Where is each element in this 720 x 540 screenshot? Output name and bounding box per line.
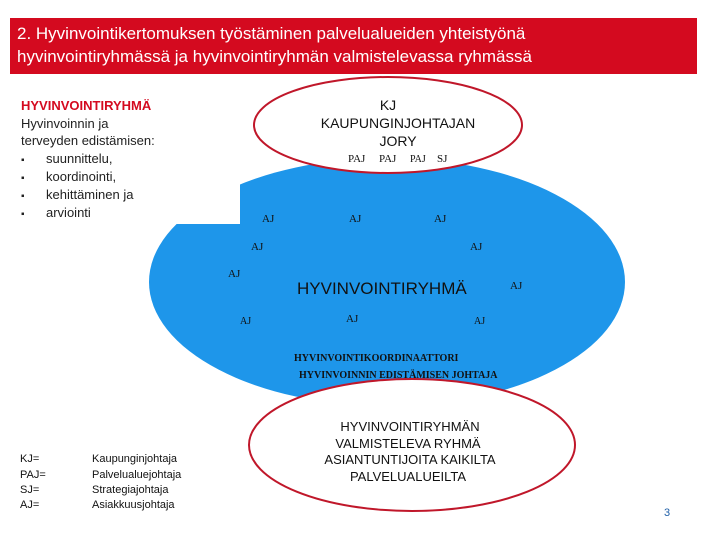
legend-meaning: Strategiajohtaja — [92, 484, 169, 496]
bullet-icon: ▪ — [21, 155, 25, 166]
aj-label: AJ — [434, 213, 447, 225]
coordinator-line-2: HYVINVOINNIN EDISTÄMISEN JOHTAJA — [299, 370, 498, 381]
left-box-item: ▪ koordinointi, — [21, 169, 117, 184]
left-box-line-2: terveyden edistämisen: — [21, 133, 155, 148]
bottom-ellipse-line-3: ASIANTUNTIJOITA KAIKILTA — [324, 452, 496, 467]
aj-label: AJ — [510, 280, 523, 292]
left-box-item: ▪ kehittäminen ja — [21, 187, 134, 202]
bottom-ellipse-line-4: PALVELUALUEILTA — [349, 469, 467, 484]
legend-meaning: Kaupunginjohtaja — [92, 453, 178, 465]
left-box-item: ▪ arviointi — [21, 205, 91, 220]
legend-abbr: AJ= — [20, 499, 40, 511]
aj-label: AJ — [228, 268, 241, 280]
member-label: SJ — [437, 153, 448, 165]
aj-label: AJ — [470, 241, 483, 253]
aj-label: AJ — [346, 313, 359, 325]
aj-label: AJ — [349, 213, 362, 225]
left-box-item: ▪ suunnittelu, — [21, 151, 113, 166]
slide-title-line-2: hyvinvointiryhmässä ja hyvinvointiryhmän valmistelevassa ryhmässä — [17, 47, 532, 66]
bottom-ellipse-line-1: HYVINVOINTIRYHMÄN — [340, 419, 480, 434]
legend-meaning: Asiakkuusjohtaja — [92, 499, 175, 511]
legend-abbr: SJ= — [20, 484, 40, 496]
coordinator-line-1: HYVINVOINTIKOORDINAATTORI — [294, 353, 459, 364]
member-label: PAJ — [379, 153, 397, 165]
legend-abbr: KJ= — [20, 453, 40, 465]
member-label: PAJ — [348, 153, 366, 165]
slide-title-line-1: 2. Hyvinvointikertomuksen työstäminen palvelualueiden yhteistyönä — [17, 24, 526, 43]
top-ellipse-kj: KJ — [379, 97, 397, 113]
top-ellipse-title: KAUPUNGINJOHTAJAN — [320, 115, 476, 131]
left-text-box — [18, 96, 240, 224]
bullet-icon: ▪ — [21, 191, 25, 202]
bullet-icon: ▪ — [21, 209, 25, 220]
bottom-ellipse-line-2: VALMISTELEVA RYHMÄ — [335, 436, 481, 451]
left-box-title: HYVINVOINTIRYHMÄ — [21, 98, 152, 113]
bullet-icon: ▪ — [21, 173, 25, 184]
top-ellipse-jory: JORY — [379, 133, 417, 149]
legend-meaning: Palvelualuejohtaja — [92, 469, 182, 481]
page-number: 3 — [664, 507, 671, 519]
aj-label: AJ — [474, 316, 486, 327]
left-box-line-1: Hyvinvoinnin ja — [21, 116, 109, 131]
aj-label: AJ — [240, 316, 252, 327]
legend-abbr: PAJ= — [20, 469, 46, 481]
aj-label: AJ — [262, 213, 275, 225]
aj-label: AJ — [251, 241, 264, 253]
main-ellipse-label: HYVINVOINTIRYHMÄ — [297, 279, 467, 298]
member-label: PAJ — [410, 154, 426, 165]
